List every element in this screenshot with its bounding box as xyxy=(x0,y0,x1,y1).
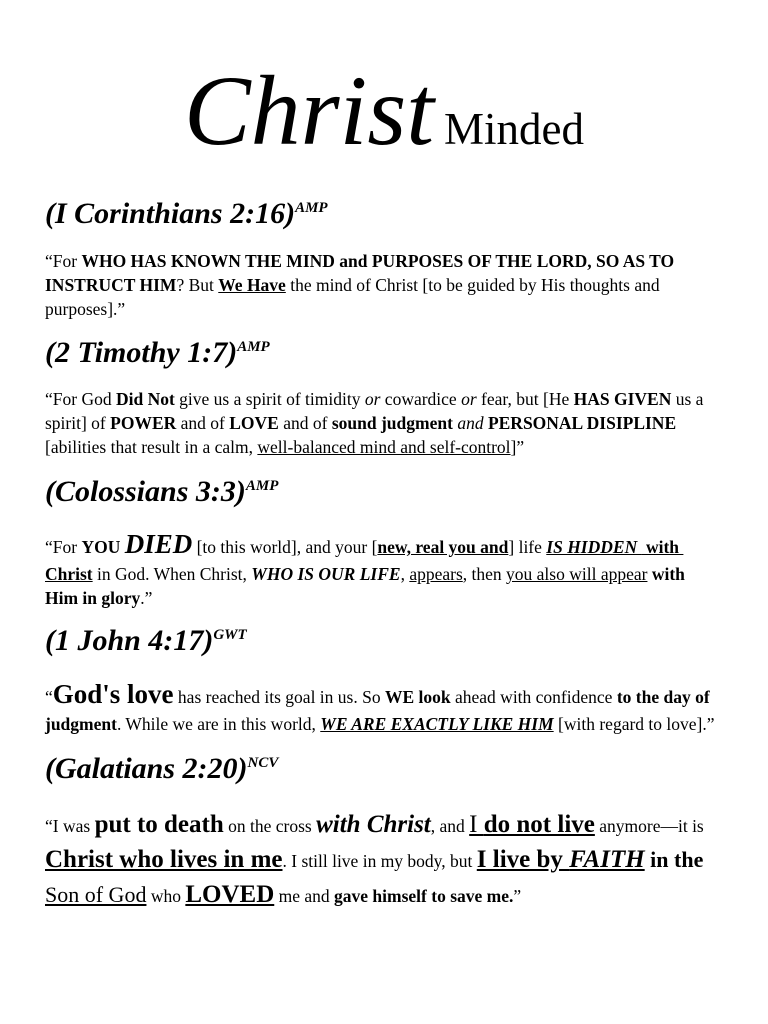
verse-text: in God. When Christ, xyxy=(92,564,252,584)
verse-emphasis: well-balanced mind and self-control xyxy=(257,437,511,457)
verse-emphasis: with Christ xyxy=(316,811,431,838)
verse-text: ” xyxy=(513,886,522,906)
verse-emphasis: Christ xyxy=(45,564,93,584)
verse-emphasis: with xyxy=(647,564,685,584)
verse-emphasis: and xyxy=(457,413,484,433)
verse-text: ]” xyxy=(510,437,525,457)
verse-emphasis: WE look xyxy=(384,687,451,707)
verse-emphasis: or xyxy=(364,389,381,409)
verse-text: “ xyxy=(45,687,53,707)
verse-emphasis: put to death xyxy=(94,811,224,838)
verse-text: “For xyxy=(45,537,82,557)
verse-quote xyxy=(45,679,715,736)
verse-text: purposes].” xyxy=(45,299,126,319)
verse-emphasis: Son of God xyxy=(45,882,147,907)
verse-emphasis: new, real you and xyxy=(377,537,509,557)
verse-text: has reached its goal in us. So xyxy=(173,687,385,707)
verse-line xyxy=(45,562,685,586)
verse-emphasis: God's love xyxy=(52,679,174,709)
verse-text: , xyxy=(400,564,410,584)
verse-line xyxy=(45,435,703,459)
verse-quote xyxy=(45,387,703,459)
verse-text: . I still live in my body, but xyxy=(282,851,477,871)
verse-emphasis: you also will appear xyxy=(506,564,648,584)
verse-line xyxy=(45,411,703,435)
verse-emphasis: We Have xyxy=(218,275,286,295)
verse-text: [to this world], and your [ xyxy=(192,537,378,557)
verse-line xyxy=(45,881,704,908)
verse-emphasis: judgment xyxy=(45,714,117,734)
verse-text: fear, but [He xyxy=(476,389,574,409)
verse-text: , and xyxy=(430,816,470,836)
verse-line xyxy=(45,586,685,610)
bible-version-label: AMP xyxy=(295,200,328,216)
verse-emphasis: PERSONAL DISIPLINE xyxy=(483,413,677,433)
verse-text: and of xyxy=(278,413,332,433)
verse-emphasis: I xyxy=(469,811,484,838)
verse-line xyxy=(45,712,715,736)
bible-version-label: GWT xyxy=(213,627,247,643)
verse-emphasis: or xyxy=(461,389,477,409)
verse-reference-heading xyxy=(45,752,278,786)
verse-reference: (1 John 4:17) xyxy=(45,624,214,657)
verse-emphasis: Him in glory xyxy=(45,588,141,608)
verse-text: the mind of Christ [to be guided by His thoughts and xyxy=(285,275,660,295)
verse-emphasis: with xyxy=(641,537,684,557)
verse-emphasis: INSTRUCT HIM xyxy=(45,275,177,295)
verse-emphasis: IS HIDDEN xyxy=(546,537,642,557)
verse-text: anymore—it is xyxy=(594,816,704,836)
verse-text: ? But xyxy=(176,275,219,295)
verse-reference: (2 Timothy 1:7) xyxy=(45,336,238,369)
verse-text: [with regard to love].” xyxy=(553,714,715,734)
verse-text: who xyxy=(146,886,186,906)
verse-quote xyxy=(45,529,685,610)
verse-line xyxy=(45,273,674,297)
verse-emphasis: DIED xyxy=(124,529,193,559)
verse-text: spirit] of xyxy=(45,413,111,433)
verse-emphasis: I live by xyxy=(476,846,570,873)
verse-line xyxy=(45,529,685,559)
verse-reference-heading xyxy=(45,624,247,658)
verse-text: us a xyxy=(671,389,704,409)
verse-emphasis: FAITH xyxy=(569,846,645,873)
verse-emphasis: to the day of xyxy=(616,687,710,707)
verse-emphasis: YOU xyxy=(81,537,125,557)
verse-text: “I was xyxy=(45,816,95,836)
verse-emphasis: Christ who lives in me xyxy=(45,846,283,873)
verse-emphasis: LOVE xyxy=(229,413,279,433)
verse-emphasis: sound judgment xyxy=(331,413,458,433)
verse-line xyxy=(45,249,674,273)
verse-quote xyxy=(45,249,674,321)
verse-text: give us a spirit of timidity xyxy=(174,389,365,409)
verse-emphasis: WHO IS OUR LIFE xyxy=(251,564,401,584)
verse-emphasis: HAS GIVEN xyxy=(573,389,672,409)
bible-version-label: AMP xyxy=(237,339,270,355)
verse-emphasis: gave himself to save me. xyxy=(334,886,514,906)
verse-line xyxy=(45,387,703,411)
bible-version-label: AMP xyxy=(245,478,279,494)
verse-reference: (Galatians 2:20) xyxy=(45,752,248,785)
verse-line xyxy=(45,679,715,709)
verse-reference-heading xyxy=(45,197,328,231)
verse-reference: (Colossians 3:3) xyxy=(45,475,246,508)
verse-quote xyxy=(45,811,704,908)
verse-text: ahead with confidence xyxy=(450,687,617,707)
verse-reference-heading xyxy=(45,336,270,370)
verse-text: ] life xyxy=(508,537,547,557)
verse-emphasis: LOVED xyxy=(185,881,275,908)
verse-emphasis: WHO HAS KNOWN THE MIND and PURPOSES OF THE LORD, SO AS TO xyxy=(81,251,675,271)
verse-text: me and xyxy=(274,886,335,906)
verse-emphasis: appears xyxy=(409,564,463,584)
verse-text: cowardice xyxy=(380,389,462,409)
verse-text: “For God xyxy=(45,389,116,409)
verse-emphasis: Did Not xyxy=(115,389,175,409)
verse-text: , then xyxy=(462,564,507,584)
verse-emphasis: POWER xyxy=(110,413,177,433)
verse-emphasis: in the xyxy=(644,847,704,872)
title-christ: Christ xyxy=(183,55,435,166)
title-minded: Minded xyxy=(444,104,585,154)
verse-line xyxy=(45,297,674,321)
verse-emphasis: WE ARE EXACTLY LIKE HIM xyxy=(320,714,554,734)
page-title xyxy=(0,55,768,179)
verse-text: .” xyxy=(140,588,153,608)
verse-reference: (I Corinthians 2:16) xyxy=(45,197,296,230)
verse-line xyxy=(45,811,704,838)
verse-text: . While we are in this world, xyxy=(116,714,321,734)
verse-text: on the cross xyxy=(223,816,317,836)
verse-text: “For xyxy=(45,251,82,271)
verse-emphasis: do not live xyxy=(483,811,595,838)
verse-text: [abilities that result in a calm, xyxy=(45,437,258,457)
verse-text: and of xyxy=(176,413,230,433)
bible-version-label: NCV xyxy=(247,755,279,771)
verse-line xyxy=(45,846,704,873)
verse-reference-heading xyxy=(45,475,278,509)
